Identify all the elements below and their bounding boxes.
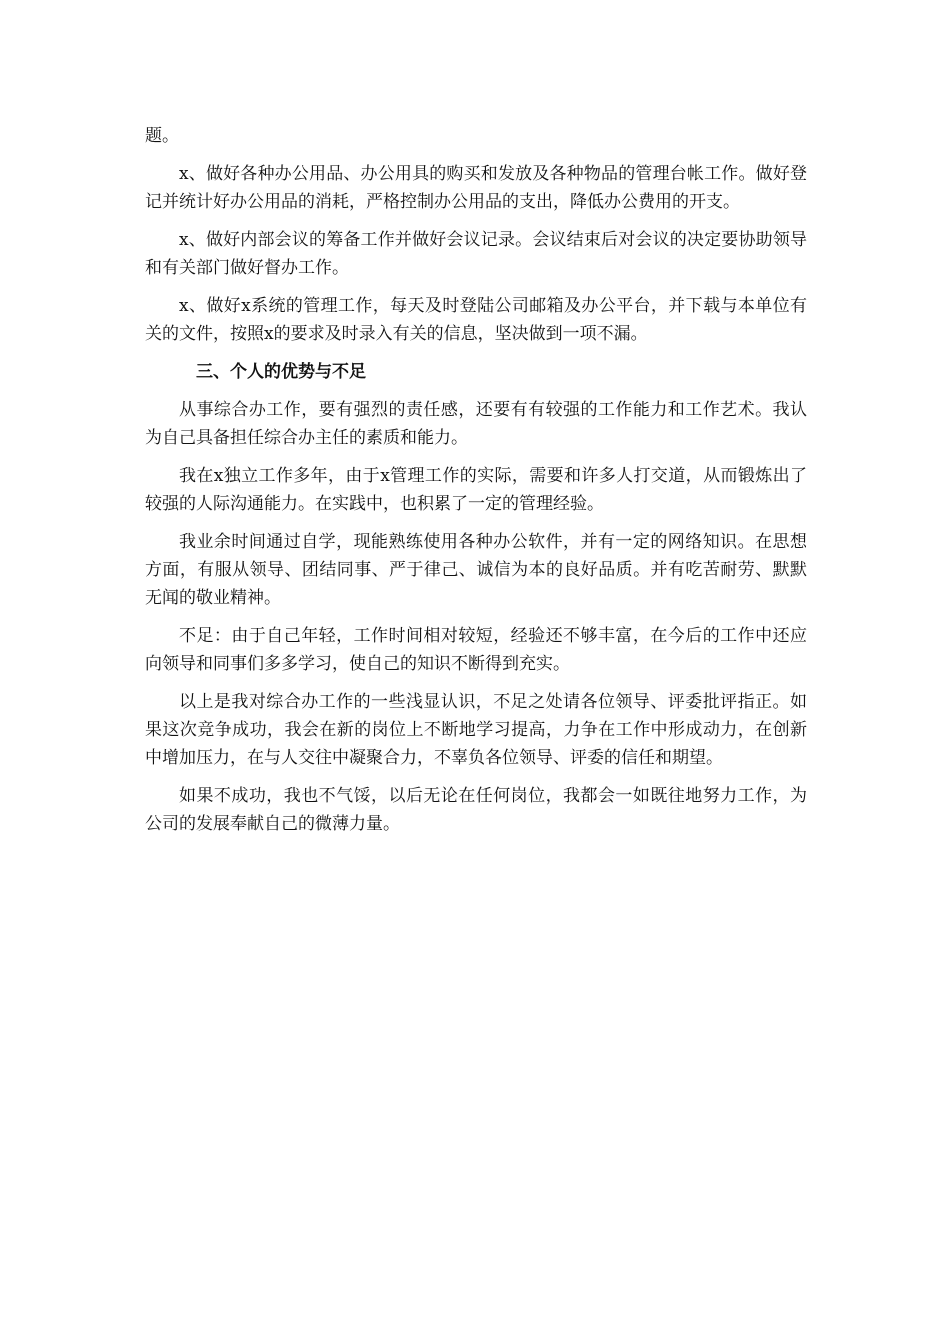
paragraph-shortcomings: 不足：由于自己年轻，工作时间相对较短，经验还不够丰富，在今后的工作中还应向领导和同事们多多学习，使自己的知识不断得到充实。 [145,626,807,674]
paragraph-closing: 如果不成功，我也不气馁，以后无论在任何岗位，我都会一如既往地努力工作，为公司的发展奉献自己的微薄力量。 [145,786,807,834]
paragraph-responsibility: 从事综合办工作，要有强烈的责任感，还要有有较强的工作能力和工作艺术。我认为自己具备担任综合办主任的素质和能力。 [145,400,807,448]
paragraph-system-management: x、做好x系统的管理工作，每天及时登陆公司邮箱及办公平台，并下载与本单位有关的文件，按照x的要求及时录入有关的信息，坚决做到一项不漏。 [145,296,807,344]
section-heading: 三、个人的优势与不足 [196,362,366,382]
paragraph-meetings: x、做好内部会议的筹备工作并做好会议记录。会议结束后对会议的决定要协助领导和有关部门做好督办工作。 [145,230,807,278]
document-page [145,122,807,848]
paragraph-skills: 我业余时间通过自学，现能熟练使用各种办公软件，并有一定的网络知识。在思想方面，有服从领导、团结同事、严于律己、诚信为本的良好品质。并有吃苦耐劳、默默无闻的敬业精神。 [145,532,807,608]
paragraph-communication: 我在x独立工作多年，由于x管理工作的实际，需要和许多人打交道，从而锻炼出了较强的人际沟通能力。在实践中，也积累了一定的管理经验。 [145,466,807,514]
paragraph-office-supplies: x、做好各种办公用品、办公用具的购买和发放及各种物品的管理台帐工作。做好登记并统计好办公用品的消耗，严格控制办公用品的支出，降低办公费用的开支。 [145,164,807,212]
paragraph-conclusion: 以上是我对综合办工作的一些浅显认识，不足之处请各位领导、评委批评指正。如果这次竞争成功，我会在新的岗位上不断地学习提高，力争在工作中形成动力，在创新中增加压力，在与人交往中凝聚合力，不辜负各位领导、评委的信任和期望。 [145,692,807,768]
paragraph-continuation: 题。 [145,126,179,146]
